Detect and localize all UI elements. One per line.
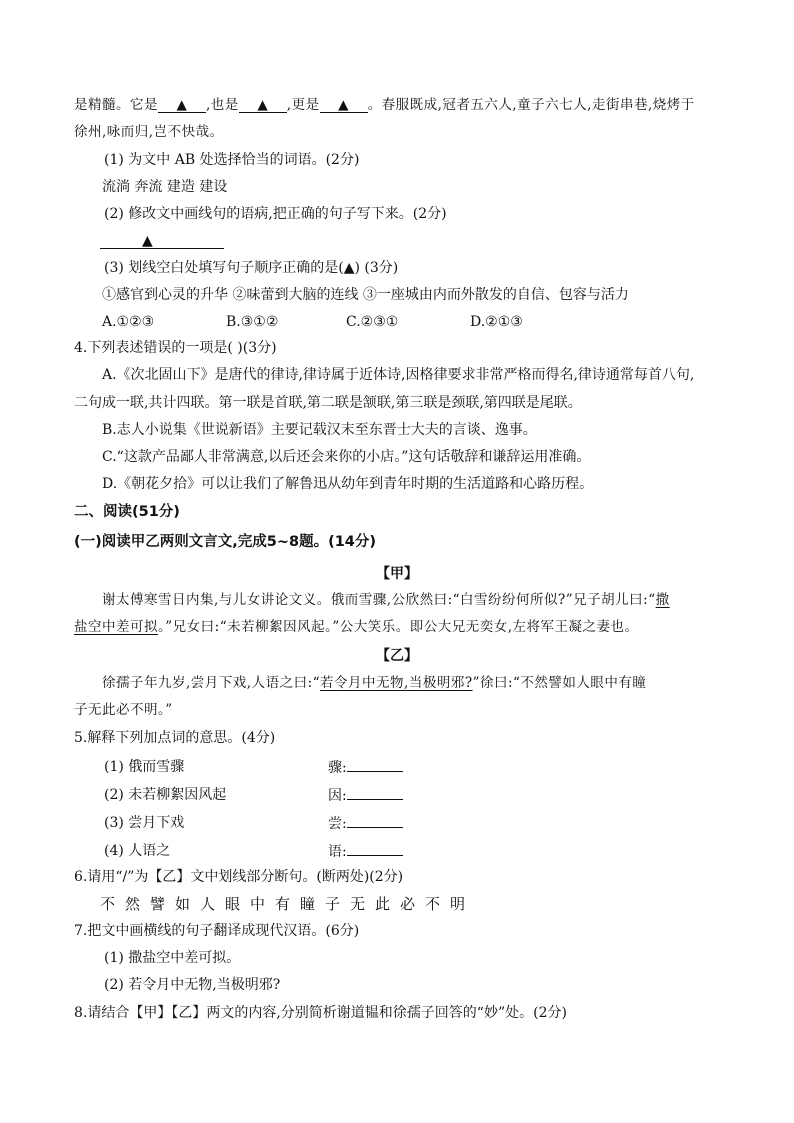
answer-blank-2[interactable] bbox=[239, 98, 287, 113]
item-text: (2) 未若柳絮因风起 bbox=[104, 787, 227, 803]
question-5: 5.解释下列加点词的意思。(4分) bbox=[74, 730, 276, 746]
text-yi-title: 【乙】 bbox=[376, 648, 418, 664]
passage-text: 是精髓。它是 bbox=[74, 97, 158, 113]
question-5-item bbox=[104, 758, 424, 776]
underlined-text: 撒 bbox=[655, 592, 670, 608]
question-4-option-a-line-1: A.《次北固山下》是唐代的律诗,律诗属于近体诗,因格律要求非常严格而得名,律诗通常每首八句, bbox=[102, 367, 695, 383]
question-5-item bbox=[104, 814, 424, 832]
question-7: 7.把文中画横线的句子翻译成现代汉语。(6分) bbox=[74, 923, 360, 939]
item-text: (4) 人语之 bbox=[104, 843, 171, 859]
question-8: 8.请结合【甲】【乙】两文的内容,分别简析谢道韫和徐孺子回答的“妙”处。(2分) bbox=[74, 1005, 567, 1021]
question-1-options: 流淌 奔流 建造 建设 bbox=[102, 179, 228, 195]
passage-continuation-line-2: 徐州,咏而归,岂不快哉。 bbox=[74, 124, 224, 140]
triangle-icon: ▲ bbox=[338, 97, 350, 113]
question-4-option-c: C.“这款产品鄙人非常满意,以后还会来你的小店。”这句话敬辞和谦辞运用准确。 bbox=[102, 449, 591, 465]
answer-blank[interactable] bbox=[347, 758, 403, 772]
question-3-items: ①感官到心灵的升华 ②味蕾到大脑的连线 ③一座城由内而外散发的自信、包容与活力 bbox=[102, 287, 629, 303]
passage-text: ,也是 bbox=[206, 97, 239, 113]
answer-blank[interactable] bbox=[347, 814, 403, 828]
triangle-icon: ▲ bbox=[257, 97, 269, 113]
answer-blank-3[interactable] bbox=[320, 98, 368, 113]
choice-b[interactable]: B.③①② bbox=[226, 314, 279, 330]
passage-text: ”徐曰:“不然譬如人眼中有瞳 bbox=[472, 675, 647, 691]
item-key: 尝: bbox=[328, 816, 347, 832]
question-6-text[interactable]: 不然譬如人眼中有瞳子无此必不明 bbox=[100, 895, 476, 913]
text-yi-line-1 bbox=[102, 674, 646, 692]
passage-text: ,更是 bbox=[286, 97, 320, 113]
triangle-icon: ▲ bbox=[176, 97, 188, 113]
item-key: 骤: bbox=[328, 760, 347, 776]
underlined-text: 盐空中差可拟 bbox=[74, 619, 158, 635]
question-5-item bbox=[104, 786, 424, 804]
item-key: 因: bbox=[328, 788, 347, 804]
answer-blank[interactable] bbox=[100, 234, 224, 249]
question-4-option-a-line-2: 二句成一联,共计四联。第一联是首联,第二联是颔联,第三联是颈联,第四联是尾联。 bbox=[74, 395, 582, 411]
item-key: 语: bbox=[328, 844, 347, 860]
part-heading: (一)阅读甲乙两则文言文,完成5~8题。(14分) bbox=[74, 534, 377, 550]
question-4-option-b: B.志人小说集《世说新语》主要记载汉末至东晋士大夫的言谈、逸事。 bbox=[102, 422, 537, 438]
answer-blank[interactable] bbox=[347, 842, 403, 856]
passage-text: 。春服既成,冠者五六人,童子六七人,走街串巷,烧烤于 bbox=[367, 97, 695, 113]
text-jia-line-1 bbox=[102, 591, 670, 609]
text-yi-line-2: 子无此必不明。” bbox=[74, 702, 173, 718]
section-heading-reading: 二、阅读(51分) bbox=[74, 504, 180, 520]
question-4-option-d: D.《朝花夕拾》可以让我们了解鲁迅从幼年到青年时期的生活道路和心路历程。 bbox=[102, 476, 594, 492]
item-text: (1) 俄而雪骤 bbox=[104, 759, 185, 775]
question-2-answer-line[interactable] bbox=[100, 232, 224, 250]
underlined-text: 若令月中无物,当极明邪? bbox=[320, 675, 473, 691]
text-jia-line-2 bbox=[74, 618, 639, 636]
question-5-item bbox=[104, 842, 424, 860]
item-text: (3) 尝月下戏 bbox=[104, 815, 185, 831]
passage-text: 徐孺子年九岁,尝月下戏,人语之曰:“ bbox=[102, 675, 321, 691]
text-jia-title: 【甲】 bbox=[376, 566, 418, 582]
question-7-item-2: (2) 若令月中无物,当极明邪? bbox=[104, 977, 281, 993]
choice-c[interactable]: C.②③① bbox=[346, 314, 399, 330]
choice-a[interactable]: A.①②③ bbox=[102, 314, 155, 330]
question-7-item-1: (1) 撒盐空中差可拟。 bbox=[104, 950, 241, 966]
triangle-icon: ▲ bbox=[142, 233, 153, 249]
answer-blank-1[interactable] bbox=[158, 98, 206, 113]
passage-text: 。”兄女曰:“未若柳絮因风起。”公大笑乐。即公大兄无奕女,左将军王凝之妻也。 bbox=[158, 619, 639, 635]
question-6: 6.请用“/”为【乙】文中划线部分断句。(断两处)(2分) bbox=[74, 869, 404, 885]
question-1: (1) 为文中 AB 处选择恰当的词语。(2分) bbox=[104, 152, 360, 168]
answer-blank[interactable] bbox=[347, 786, 403, 800]
question-4: 4.下列表述错误的一项是( )(3分) bbox=[74, 340, 277, 356]
passage-continuation-line-1 bbox=[74, 96, 695, 114]
question-3: (3) 划线空白处填写句子顺序正确的是(▲) (3分) bbox=[104, 260, 399, 276]
choice-d[interactable]: D.②①③ bbox=[470, 314, 523, 330]
question-2: (2) 修改文中画线句的语病,把正确的句子写下来。(2分) bbox=[104, 206, 447, 222]
passage-text: 谢太傅寒雪日内集,与儿女讲论文义。俄而雪骤,公欣然曰:“白雪纷纷何所似?”兄子胡儿曰:“ bbox=[102, 592, 656, 608]
